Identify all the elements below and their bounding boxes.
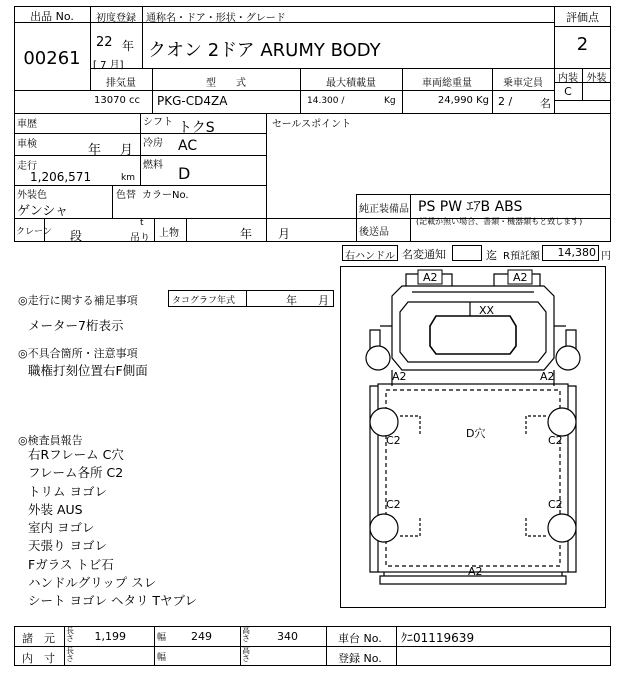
ac-value: AC xyxy=(178,138,198,154)
first-reg-year-unit: 年 xyxy=(122,39,135,53)
dims-label: 諸 元 xyxy=(22,632,55,645)
exterior-label: 外装 xyxy=(586,73,607,84)
color-value: ゲンシャ xyxy=(17,204,69,219)
first-reg-month: [ 7 月] xyxy=(93,60,124,71)
name-change-box xyxy=(452,245,482,261)
mark-body-right: C2 xyxy=(548,434,563,447)
mileage-value: 1,206,571 xyxy=(30,170,92,184)
capacity: 2 / xyxy=(498,95,513,108)
upper-month: 月 xyxy=(278,227,291,241)
equipment-value: PS PW ｴｱB ABS xyxy=(418,199,523,215)
width-value: 249 xyxy=(191,630,212,643)
mark-body-center: D穴 xyxy=(466,427,486,440)
crane-label: クレーン xyxy=(16,227,52,237)
inner-length-label: 長さ xyxy=(66,646,74,663)
inspector-line: 室内 ヨゴレ xyxy=(28,520,95,535)
r-value: 14,380 xyxy=(557,246,596,259)
max-load: 14.300 / xyxy=(307,96,345,106)
mark-body-left: C2 xyxy=(386,434,401,447)
mileage-unit: km xyxy=(121,173,135,183)
documents-note: (記載が無い場合、書類・機器類もと致します) xyxy=(416,217,583,226)
defect-line: 職権打刻位置右F側面 xyxy=(28,363,148,378)
model-code-label: 型 式 xyxy=(206,78,246,89)
color-change-label: 色替 xyxy=(116,190,136,201)
lot-label: 出品 No. xyxy=(30,10,74,23)
gross-weight-label: 車両総重量 xyxy=(422,78,472,89)
capacity-unit: 名 xyxy=(540,97,551,110)
max-load-unit: Kg xyxy=(384,96,396,106)
shift-label: シフト xyxy=(143,117,173,128)
model-name: クオン 2ドア ARUMY BODY xyxy=(148,40,381,61)
color-no-label: カラーNo. xyxy=(142,190,189,201)
equipment-label: 純正装備品 xyxy=(359,204,409,215)
inspector-line: トリム ヨゴレ xyxy=(28,484,107,499)
sales-point-label: セールスポイント xyxy=(272,119,352,130)
first-reg-label: 初度登録 xyxy=(96,13,136,24)
tacho-month: 月 xyxy=(318,294,329,307)
inspector-line: 外装 AUS xyxy=(28,502,83,517)
rsm-label: 迄 xyxy=(486,249,497,262)
yen-label: 円 xyxy=(601,251,611,262)
lot-number: 00261 xyxy=(23,48,81,69)
mark-rear-center: A2 xyxy=(468,565,483,578)
inspection-month: 月 xyxy=(120,143,134,158)
tacho-label: タコグラフ年式 xyxy=(172,296,236,306)
length-value: 1,199 xyxy=(94,630,126,643)
upper-year: 年 xyxy=(240,227,253,241)
score-value: 2 xyxy=(576,34,589,55)
truck-diagram xyxy=(340,266,606,608)
fuel-label: 燃料 xyxy=(143,160,163,171)
inspector-line: 天張り ヨゴレ xyxy=(28,538,107,553)
mark-front-left: A2 xyxy=(423,271,438,284)
displacement-value: 13070 cc xyxy=(94,95,140,106)
chassis-value: ｸﾆ01119639 xyxy=(401,631,475,645)
mark-front-right: A2 xyxy=(513,271,528,284)
mileage-label: 走行 xyxy=(17,161,37,172)
inspector-title: ◎検査員報告 xyxy=(18,434,83,447)
interior-label: 内装 xyxy=(558,73,578,84)
history-label: 車歴 xyxy=(17,119,37,130)
chassis-label: 車台 No. xyxy=(338,632,382,645)
length-label: 長さ xyxy=(66,626,74,643)
mark-cab-right: A2 xyxy=(540,370,555,383)
inspection-year: 年 xyxy=(88,143,102,158)
score-label: 評価点 xyxy=(566,11,599,24)
inner-label: 内 寸 xyxy=(22,652,55,665)
inspector-line: フレーム各所 C2 xyxy=(28,465,124,480)
shift-value: トクS xyxy=(178,120,215,136)
interior-grade: C xyxy=(564,85,572,98)
capacity-label: 乗車定員 xyxy=(503,78,543,89)
crane-tonnage-top: t xyxy=(140,218,144,228)
driving-line: メーター7桁表示 xyxy=(28,318,124,333)
inspection-label: 車検 xyxy=(17,139,37,150)
mark-cab-left: A2 xyxy=(392,370,407,383)
fuel-value: D xyxy=(178,164,191,183)
max-load-label: 最大積載量 xyxy=(326,78,376,89)
r-label: R預託額 xyxy=(503,251,540,262)
model-code: PKG-CD4ZA xyxy=(157,94,228,108)
upper-label: 上物 xyxy=(159,228,179,239)
crane-stage: 段 xyxy=(70,229,83,243)
inspector-line: Fガラス トビ石 xyxy=(28,557,114,572)
mark-cab-center: XX xyxy=(479,304,495,317)
gross-weight: 24,990 Kg xyxy=(437,95,489,106)
name-change-label: 名変通知 xyxy=(402,248,446,261)
first-reg-year: 22 xyxy=(96,35,113,50)
height-value: 340 xyxy=(277,630,298,643)
height-label: 高さ xyxy=(242,626,250,643)
driving-title: ◎走行に関する補足事項 xyxy=(18,294,138,307)
tacho-year: 年 xyxy=(286,294,297,307)
handle-label: 右ハンドル xyxy=(345,251,395,262)
ac-label: 冷房 xyxy=(143,138,163,149)
inspector-line: 右Rフレーム C穴 xyxy=(28,447,124,462)
inner-height-label: 高さ xyxy=(242,646,250,663)
width-label: 幅 xyxy=(157,633,167,643)
mark-body-left-lower: C2 xyxy=(386,498,401,511)
displacement-label: 排気量 xyxy=(106,78,136,89)
defect-title: ◎不具合箇所・注意事項 xyxy=(18,347,138,360)
grade-label: 通称名・ドア・形状・グレード xyxy=(146,13,286,24)
color-label: 外装色 xyxy=(17,190,47,201)
inner-width-label: 幅 xyxy=(157,653,167,663)
inspector-line: ハンドルグリップ スレ xyxy=(28,575,157,590)
inspector-line: シート ヨゴレ ヘタリ Tヤブレ xyxy=(28,593,198,608)
crane-tonnage: 吊り xyxy=(130,233,150,244)
documents-label: 後送品 xyxy=(359,227,389,238)
mark-body-right-lower: C2 xyxy=(548,498,563,511)
reg-label: 登録 No. xyxy=(338,652,382,665)
